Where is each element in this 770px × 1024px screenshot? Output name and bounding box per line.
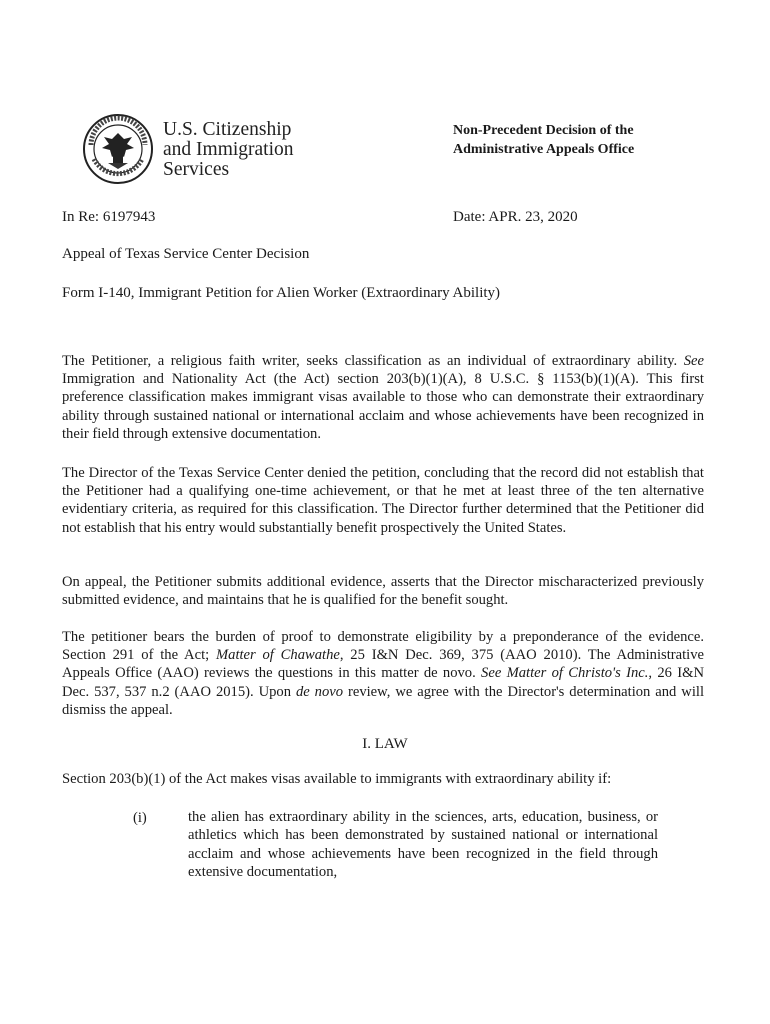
form-line: Form I-140, Immigrant Petition for Alien Worker (Extraordinary Ability) [62,285,501,301]
paragraph-burden-of-proof: The petitioner bears the burden of proof to demonstrate eligibility by a preponderance of the evidence. Section 291 of the Act; Matter of Chawathe, 25 I&N Dec. 369, 375 (AAO 2010). The Administrative Appeals Office (AAO) reviews the questions in this matter de novo. See Matter of Christo's Inc., 26 I&N Dec. 537, 537 n.2 (AAO 2015). Upon de novo review, we agree with the Director's determination and will dismiss the appeal. [62,629,704,718]
decision-date: Date: APR. 23, 2020 [453,209,578,225]
list-item-number: (i) [133,810,147,826]
paragraph-petition-summary: The Petitioner, a religious faith writer, seeks classification as an individual of extraordinary ability. See Immigration and Nationality Act (the Act) section 203(b)(1)(A), 8 U.S.C. § 1153(b)(1)(A). This first preference classification makes immigrant visas available to those who can demonstrate their extraordinary ability through sustained national or international acclaim and whose achievements have been recognized in their field through extensive documentation. [62,353,704,442]
appeal-line: Appeal of Texas Service Center Decision [62,246,310,262]
in-re-line: In Re: 6197943 [62,209,156,225]
agency-line-1: U.S. Citizenship [163,119,292,140]
agency-line-3: Services [163,159,230,180]
law-intro: Section 203(b)(1) of the Act makes visas available to immigrants with extraordinary ability if: [62,771,612,787]
agency-line-2: and Immigration [163,139,294,160]
decision-line-2: Administrative Appeals Office [453,142,635,157]
section-heading-law: I. LAW [362,736,408,752]
list-item-text: the alien has extraordinary ability in the sciences, arts, education, business, or athletics which has been demonstrated by sustained national or international acclaim and whose achievements have been recognized in the field through extensive documentation, [188,809,658,881]
decision-type [453,121,634,159]
agency-name [163,120,294,180]
dhs-seal-icon [82,113,154,185]
decision-line-1: Non-Precedent Decision of the [453,123,634,138]
paragraph-appeal-arguments: On appeal, the Petitioner submits additional evidence, asserts that the Director mischaracterized previously submitted evidence, and maintains that he is qualified for the benefit sought. [62,574,704,609]
paragraph-director-denial: The Director of the Texas Service Center denied the petition, concluding that the record did not establish that the Petitioner had a qualifying one-time achievement, or that he met at least three of the ten alternative evidentiary criteria, as required for this classification. The Director further determined that the Petitioner did not establish that his entry would substantially benefit prospectively the United States. [62,465,704,536]
